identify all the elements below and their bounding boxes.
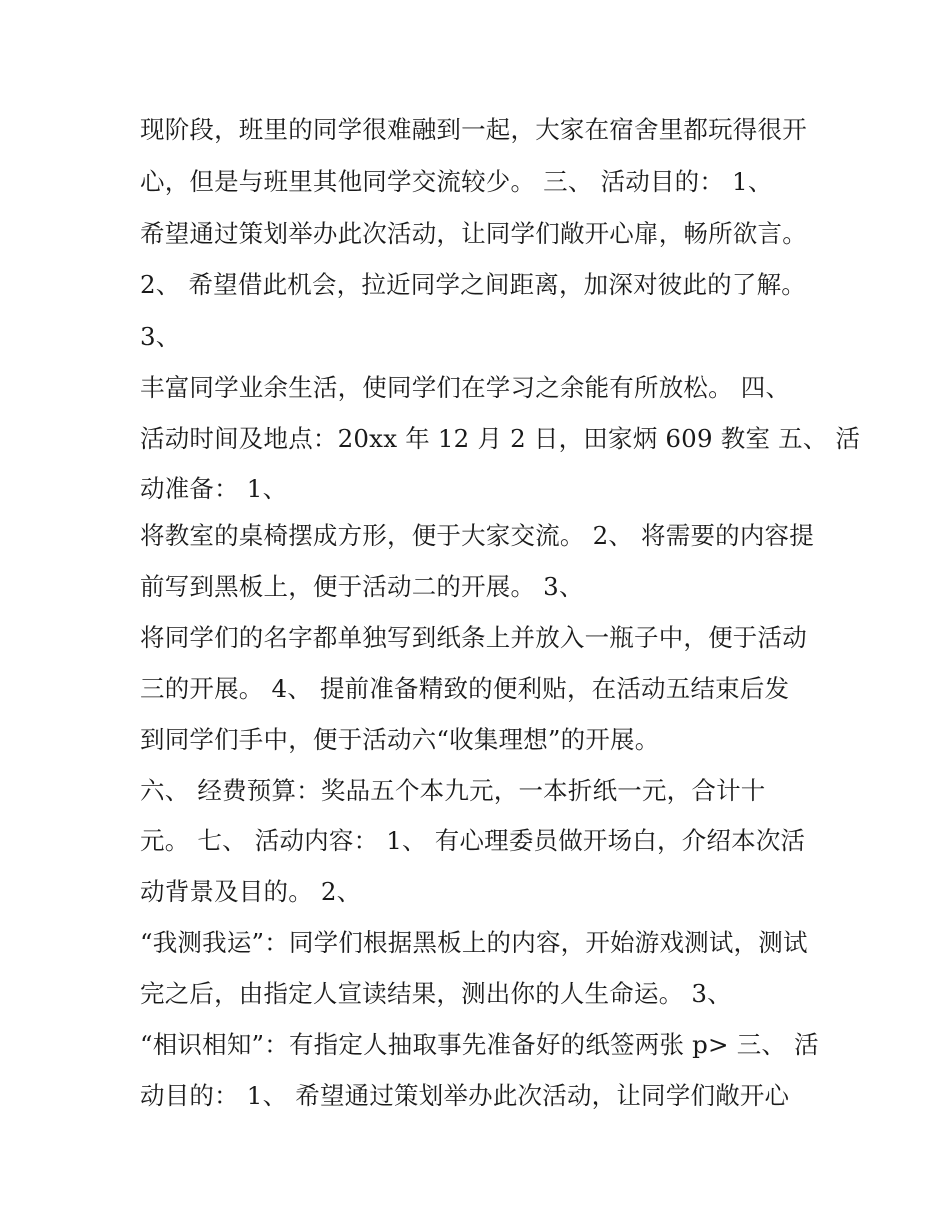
text-line: 将同学们的名字都单独写到纸条上并放入一瓶子中，便于活动	[140, 623, 807, 652]
text-line: 活动时间及地点：20xx 年 12 月 2 日，田家炳 609 教室 五、 活	[140, 424, 861, 453]
text-line: “我测我运”：同学们根据黑板上的内容，开始游戏测试，测试	[140, 928, 808, 957]
text-line: 将教室的桌椅摆成方形，便于大家交流。 2、 将需要的内容提	[140, 521, 814, 550]
text-line: 六、 经费预算：奖品五个本九元，一本折纸一元，合计十	[140, 776, 766, 805]
text-line: 2、 希望借此机会，拉近同学之间距离，加深对彼此的了解。	[140, 270, 806, 299]
text-line: 三的开展。 4、 提前准备精致的便利贴，在活动五结束后发	[140, 674, 790, 703]
text-line: 3、	[140, 322, 181, 351]
text-line: 完之后，由指定人宣读结果，测出你的人生命运。 3、	[140, 979, 732, 1008]
text-line: 动目的： 1、 希望通过策划举办此次活动，让同学们敞开心	[140, 1081, 790, 1110]
text-line: 动准备： 1、	[140, 474, 288, 503]
text-line: “相识相知”：有指定人抽取事先准备好的纸签两张 p> 三、 活	[140, 1030, 819, 1059]
text-line: 元。 七、 活动内容： 1、 有心理委员做开场白，介绍本次活	[140, 826, 806, 855]
text-line: 心，但是与班里其他同学交流较少。 三、 活动目的： 1、	[140, 167, 773, 196]
text-line: 动背景及目的。 2、	[140, 877, 362, 906]
text-line: 现阶段，班里的同学很难融到一起，大家在宿舍里都玩得很开	[140, 115, 807, 144]
text-line: 到同学们手中，便于活动六“收集理想”的开展。	[140, 725, 660, 754]
text-line: 丰富同学业余生活，使同学们在学习之余能有所放松。 四、	[140, 373, 791, 402]
text-line: 前写到黑板上，便于活动二的开展。 3、	[140, 572, 584, 601]
text-line: 希望通过策划举办此次活动，让同学们敞开心扉，畅所欲言。	[140, 219, 807, 248]
